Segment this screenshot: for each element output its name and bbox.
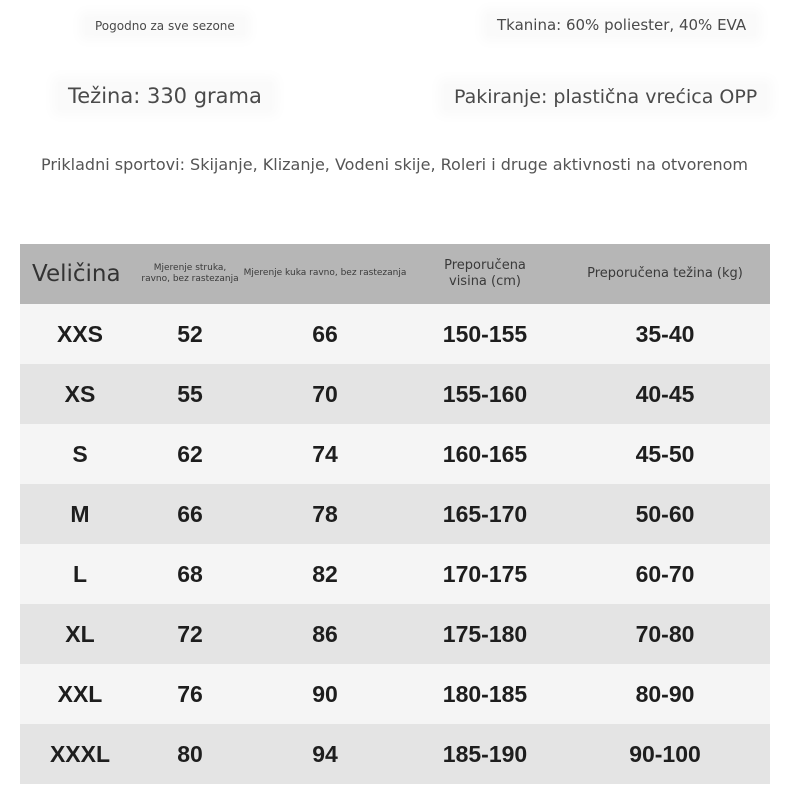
cell-weight: 90-100 [629,740,701,767]
table-row [20,664,770,724]
cell-hip: 74 [312,440,338,467]
cell-height: 155-160 [442,380,528,407]
cell-waist: 52 [177,320,203,347]
header-hip: Mjerenje kuka ravno, bez rastezanja [243,268,407,279]
table-row [20,604,770,664]
header-row [20,244,770,304]
cell-hip: 78 [312,500,338,527]
suitable-sports: Prikladni sportovi: Skijanje, Klizanje, Vodeni skije, Roleri i druge aktivnosti na otvorenom [41,155,748,174]
header-size: Veličina [32,260,121,287]
cell-weight: 35-40 [635,320,695,347]
product-weight: Težina: 330 grama [58,82,272,110]
header-weight: Preporučena težina (kg) [587,265,743,281]
table-row [20,544,770,604]
cell-size: XL [65,620,95,647]
header-height-line1: Preporučena [444,257,526,273]
cell-size: XS [64,380,96,407]
table-row [20,424,770,484]
cell-size: XXXL [49,740,111,767]
cell-hip: 66 [312,320,338,347]
season-note: Pogodno za sve sezone [85,17,245,35]
header-waist-line1: Mjerenje struka, [153,262,227,273]
header-height [410,244,560,304]
cell-waist: 72 [177,620,203,647]
cell-height: 170-175 [442,560,528,587]
header-waist-line2: ravno, bez rastezanja [141,274,239,284]
cell-waist: 68 [177,560,203,587]
packing-info: Pakiranje: plastična vrećica OPP [444,84,767,110]
cell-height: 165-170 [442,500,528,527]
size-chart-table [20,244,770,784]
cell-height: 180-185 [442,680,528,707]
cell-waist: 66 [177,500,203,527]
cell-hip: 82 [312,560,338,587]
cell-height: 150-155 [442,320,528,347]
cell-waist: 80 [177,740,203,767]
size-chart-body [20,304,770,784]
cell-weight: 50-60 [635,500,695,527]
cell-waist: 62 [177,440,203,467]
cell-weight: 80-90 [635,680,695,707]
cell-hip: 90 [312,680,338,707]
cell-weight: 70-80 [635,620,695,647]
cell-weight: 40-45 [635,380,695,407]
cell-waist: 55 [177,380,203,407]
cell-waist: 76 [177,680,203,707]
cell-size: S [72,440,88,467]
cell-height: 185-190 [442,740,528,767]
table-row [20,484,770,544]
cell-height: 175-180 [442,620,528,647]
header-waist [140,244,240,304]
cell-hip: 86 [312,620,338,647]
header-height-line2: visina (cm) [449,274,521,289]
table-row [20,364,770,424]
table-row [20,724,770,784]
cell-hip: 70 [312,380,338,407]
size-chart-header [20,244,770,304]
cell-size: XXL [57,680,103,707]
cell-size: L [72,560,88,587]
cell-weight: 60-70 [635,560,695,587]
cell-size: XXS [56,320,104,347]
cell-hip: 94 [312,740,338,767]
cell-height: 160-165 [442,440,528,467]
cell-size: M [70,500,90,527]
table-row [20,304,770,364]
fabric-composition: Tkanina: 60% poliester, 40% EVA [487,14,756,36]
cell-weight: 45-50 [635,440,695,467]
